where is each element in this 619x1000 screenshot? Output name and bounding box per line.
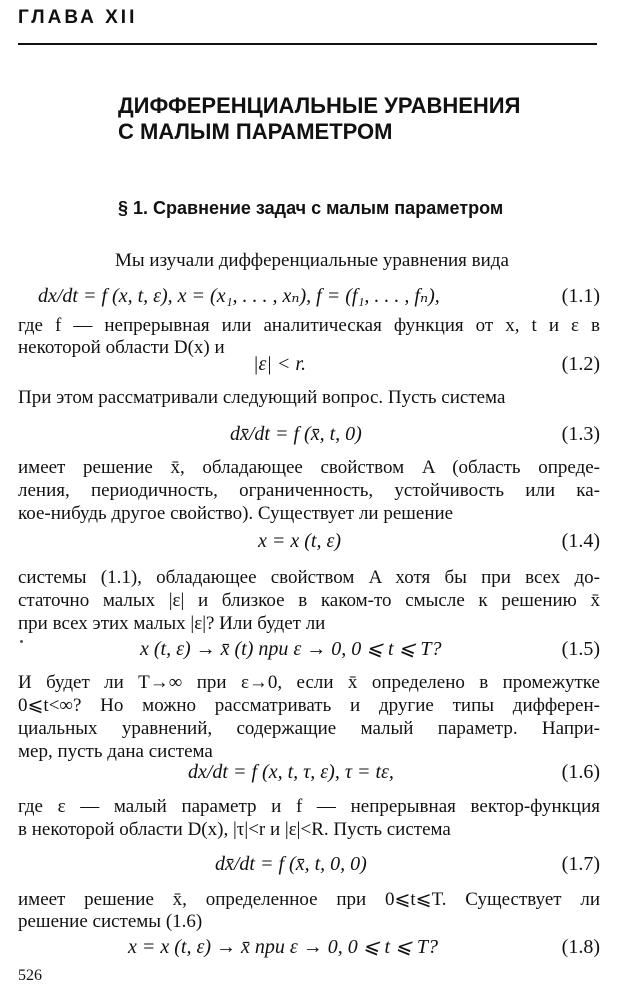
equation-formula: dx̄/dt = f (x̄, t, 0, 0) bbox=[215, 853, 367, 875]
paragraph-line: имеет решение x̄, обладающее свойством A (область опреде- bbox=[18, 457, 600, 478]
paragraph-line: системы (1.1), обладающее свойством A хотя бы при всех до- bbox=[18, 567, 600, 588]
header-rule bbox=[18, 43, 597, 45]
paragraph-line: в некоторой области D(x), |τ|<r и |ε|<R. Пусть система bbox=[18, 819, 451, 840]
chapter-title-line-1: ДИФФЕРЕНЦИАЛЬНЫЕ УРАВНЕНИЯ bbox=[118, 93, 521, 118]
paragraph-line: при всех этих малых |ε|? Или будет ли bbox=[18, 613, 326, 634]
equation-number: (1.6) bbox=[561, 761, 600, 783]
chapter-label: ГЛАВА XII bbox=[18, 7, 138, 28]
equation-formula: dx/dt = f (x, t, ε), x = (x₁, . . . , xₙ), f = (f₁, . . . , fₙ), bbox=[38, 285, 440, 307]
paragraph-line: кое-нибудь другое свойство). Существует ли решение bbox=[18, 503, 454, 524]
paragraph-line: При этом рассматривали следующий вопрос. Пусть система bbox=[18, 387, 506, 408]
equation-formula: dx/dt = f (x, t, τ, ε), τ = tε, bbox=[188, 761, 394, 783]
paragraph-line: Мы изучали дифференциальные уравнения вида bbox=[115, 250, 509, 271]
paragraph-line: где ε — малый параметр и f — непрерывная вектор-функция bbox=[18, 796, 600, 817]
equation-formula: x (t, ε) → x̄ (t) при ε → 0, 0 ⩽ t ⩽ T? bbox=[140, 638, 442, 660]
equation-number: (1.1) bbox=[561, 285, 600, 307]
paragraph-line: ления, периодичность, ограниченность, устойчивость или ка- bbox=[18, 480, 600, 501]
paragraph-line: имеет решение x̄, определенное при 0⩽t⩽T. Существует ли bbox=[18, 889, 600, 910]
paragraph-line: некоторой области D(x) и bbox=[18, 337, 225, 358]
paragraph-line: мер, пусть дана система bbox=[18, 741, 213, 762]
paragraph-line: И будет ли T→∞ при ε→0, если x̄ определено в промежутке bbox=[18, 672, 600, 693]
equation-number: (1.3) bbox=[561, 423, 600, 445]
equation-formula: x = x (t, ε) bbox=[258, 530, 342, 552]
equation-number: (1.4) bbox=[561, 530, 600, 552]
paragraph-line: 0⩽t<∞? Но можно рассматривать и другие типы дифферен- bbox=[18, 695, 600, 716]
section-heading: § 1. Сравнение задач с малым параметром bbox=[118, 198, 504, 218]
paragraph-line: решение системы (1.6) bbox=[18, 911, 203, 932]
equation-formula: dx̄/dt = f (x̄, t, 0) bbox=[230, 423, 362, 445]
equation-formula: |ε| < r. bbox=[253, 353, 306, 375]
equation-number: (1.8) bbox=[561, 936, 600, 958]
equation-number: (1.5) bbox=[561, 638, 600, 660]
chapter-title-line-2: С МАЛЫМ ПАРАМЕТРОМ bbox=[118, 119, 393, 144]
page-number: 526 bbox=[18, 967, 42, 984]
equation-formula: x = x (t, ε) → x̄ при ε → 0, 0 ⩽ t ⩽ T? bbox=[128, 936, 438, 958]
equation-number: (1.2) bbox=[561, 353, 600, 375]
paragraph-line: где f — непрерывная или аналитическая функция от x, t и ε в bbox=[18, 315, 600, 336]
equation-number: (1.7) bbox=[561, 853, 600, 875]
page-speck bbox=[20, 640, 23, 643]
paragraph-line: статочно малых |ε| и близкое в каком-то смысле к решению x̄ bbox=[18, 590, 600, 611]
paragraph-line: циальных уравнений, содержащие малый параметр. Напри- bbox=[18, 718, 600, 739]
